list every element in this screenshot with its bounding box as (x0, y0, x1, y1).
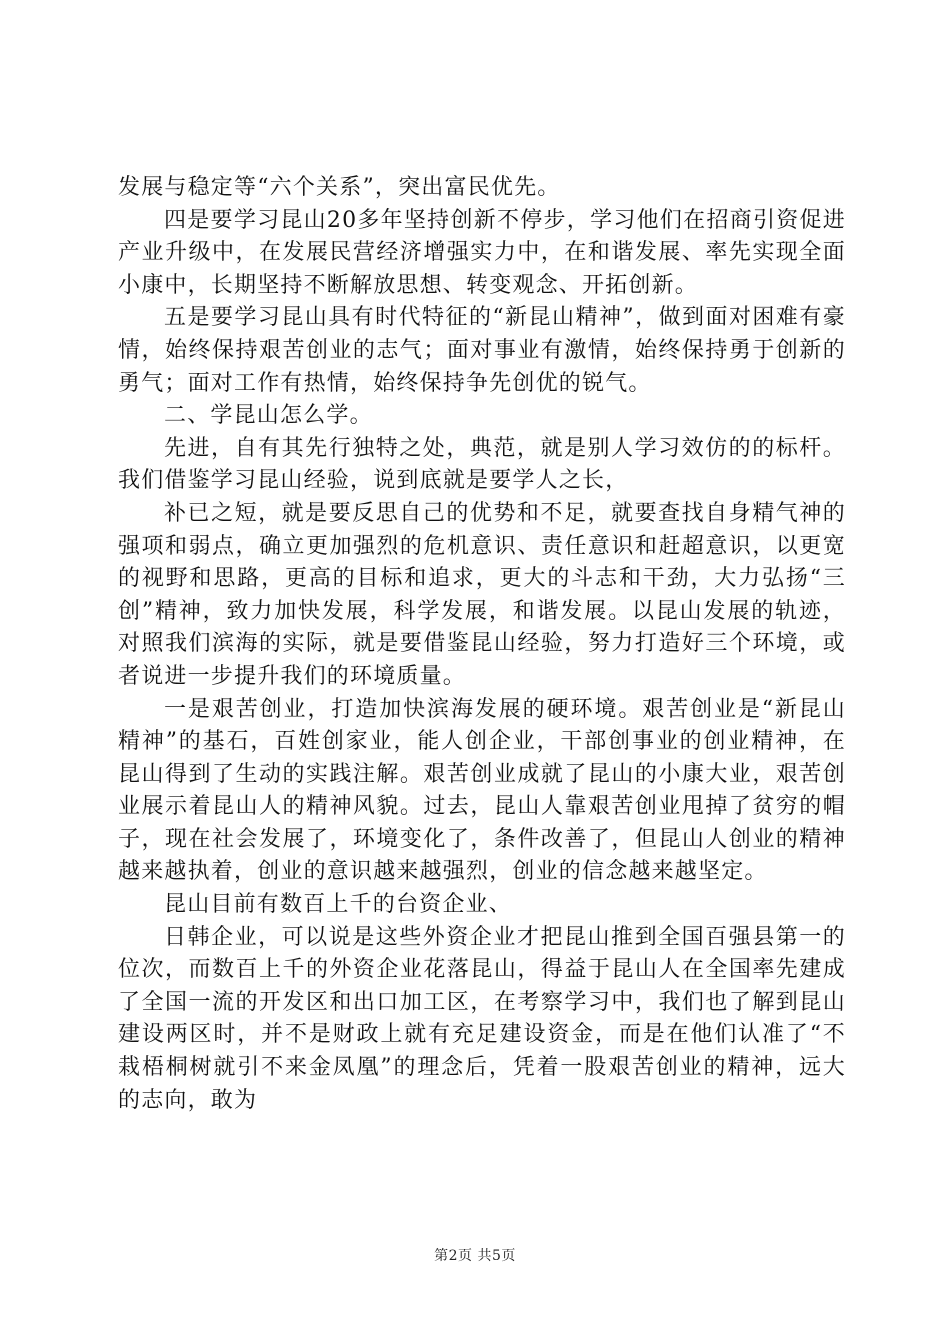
paragraph-7: 一是艰苦创业，打造加快滨海发展的硬环境。艰苦创业是“新昆山精神”的基石，百姓创家业，能人创企业，干部创事业的创业精神，在昆山得到了生动的实践注解。艰苦创业成就了昆山的小康大业，艰苦创业展示着昆山人的精神风貌。过去，昆山人靠艰苦创业甩掉了贫穷的帽子，现在社会发展了，环境变化了，条件改善了，但昆山人创业的精神越来越执着，创业的意识越来越强烈，创业的信念越来越坚定。 (118, 696, 846, 885)
paragraph-1: 发展与稳定等“六个关系”，突出富民优先。 (118, 175, 561, 200)
document-body (118, 172, 846, 1117)
paragraph-5: 先进，自有其先行独特之处，典范，就是别人学习效仿的的标杆。我们借鉴学习昆山经验，说到底就是要学人之长， (118, 435, 846, 494)
paragraph-3: 五是要学习昆山具有时代特征的“新昆山精神”，做到面对困难有豪情，始终保持艰苦创业的志气；面对事业有激情，始终保持勇于创新的勇气；面对工作有热情，始终保持争先创优的锐气。 (118, 305, 846, 396)
paragraph-6: 补已之短，就是要反思自己的优势和不足，就要查找自身精气神的强项和弱点，确立更加强烈的危机意识、责任意识和赶超意识，以更宽的视野和思路，更高的目标和追求，更大的斗志和干劲，大力弘扬“三创”精神，致力加快发展，科学发展，和谐发展。以昆山发展的轨迹，对照我们滨海的实际，就是要借鉴昆山经验，努力打造好三个环境，或者说进一步提升我们的环境质量。 (118, 500, 846, 689)
section-heading: 二、学昆山怎么学。 (164, 403, 373, 429)
paragraph-9: 日韩企业，可以说是这些外资企业才把昆山推到全国百强县第一的位次，而数百上千的外资企业花落昆山，得益于昆山人在全国率先建成了全国一流的开发区和出口加工区，在考察学习中，我们也了解到昆山建设两区时，并不是财政上就有充足建设资金，而是在他们认准了“不栽梧桐树就引不来金凤凰”的理念后，凭着一股艰苦创业的精神，远大的志向，敢为 (118, 924, 846, 1113)
page-number-footer: 第2页 共5页 (434, 1248, 516, 1264)
paragraph-8: 昆山目前有数百上千的台资企业、 (164, 892, 513, 918)
paragraph-2: 四是要学习昆山20多年坚持创新不停步，学习他们在招商引资促进产业升级中，在发展民营经济增强实力中，在和谐发展、率先实现全面小康中，长期坚持不断解放思想、转变观念、开拓创新。 (118, 207, 846, 298)
